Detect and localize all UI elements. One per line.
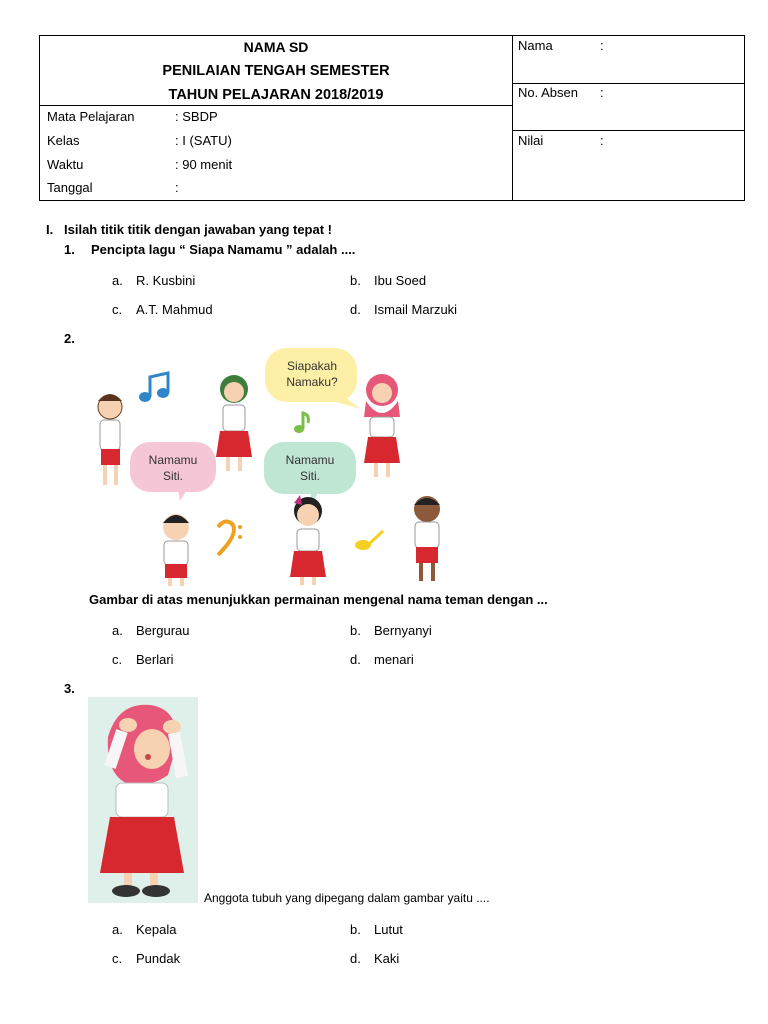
q3-option-b: b. Lutut (350, 922, 403, 937)
svg-text:Siti.: Siti. (162, 469, 184, 483)
q2-number: 2. (64, 331, 75, 346)
q1-option-d: d. Ismail Marzuki (350, 302, 458, 317)
child-boy-right (414, 496, 440, 581)
svg-text:Namamu: Namamu (148, 453, 198, 467)
score-colon: : (600, 133, 604, 148)
q2-text: Gambar di atas menunjukkan permainan mengenal nama teman dengan ... (89, 592, 548, 607)
q1-text: Pencipta lagu “ Siapa Namamu ” adalah .... (91, 242, 356, 257)
speech-bubble-mid (264, 442, 356, 503)
date-label: Tanggal (47, 180, 93, 195)
q2-option-c: c. Berlari (112, 652, 174, 667)
date-value: : (175, 180, 179, 195)
q2-option-d: d. menari (350, 652, 414, 667)
music-note-icon (139, 373, 169, 402)
speech-bubble-top (265, 348, 360, 409)
school-name: NAMA SD (243, 39, 309, 55)
q3-option-c: c. Pundak (112, 951, 181, 966)
score-label: Nilai (518, 133, 544, 148)
q1-option-a: a. R. Kusbini (112, 273, 196, 288)
q2-option-a: a. Bergurau (112, 623, 190, 638)
q3-option-a: a. Kepala (112, 922, 177, 937)
absen-label: No. Absen (518, 85, 578, 100)
subject-value: : SBDP (175, 109, 218, 124)
child-girl-siti (290, 495, 326, 585)
child-girl-hijab-green (216, 375, 252, 471)
class-value: : I (SATU) (175, 133, 232, 148)
music-note-icon (355, 531, 383, 550)
header-table (39, 35, 745, 201)
q3-illustration (88, 697, 198, 903)
academic-year: TAHUN PELAJARAN 2018/2019 (168, 87, 384, 103)
name-colon: : (600, 38, 604, 53)
bubble-top-text-2: Namaku? (286, 375, 338, 389)
name-label: Nama (518, 38, 553, 53)
child-boy-left (98, 394, 122, 485)
exam-title: PENILAIAN TENGAH SEMESTER (162, 63, 390, 79)
child-girl-hijab-pink (364, 374, 400, 477)
svg-text:Siti.: Siti. (299, 469, 321, 483)
q3-text: Anggota tubuh yang dipegang dalam gambar yaitu .... (204, 891, 490, 905)
q1-number: 1. (64, 242, 75, 257)
bass-clef-icon (218, 521, 242, 555)
q2-option-b: b. Bernyanyi (350, 623, 432, 638)
section-instruction: Isilah titik titik dengan jawaban yang tepat ! (64, 222, 332, 237)
svg-text:Namamu: Namamu (285, 453, 335, 467)
time-label: Waktu (47, 157, 84, 172)
section-roman: I. (46, 222, 54, 237)
absen-colon: : (600, 85, 604, 100)
q3-number: 3. (64, 681, 75, 696)
q2-illustration (88, 345, 454, 588)
music-note-icon (294, 413, 308, 433)
bubble-top-text-1: Siapakah (286, 359, 338, 373)
time-value: : 90 menit (175, 157, 233, 172)
q1-option-b: b. Ibu Soed (350, 273, 427, 288)
q1-option-c: c. A.T. Mahmud (112, 302, 213, 317)
q3-option-d: d. Kaki (350, 951, 400, 966)
subject-label: Mata Pelajaran (47, 109, 135, 124)
class-label: Kelas (47, 133, 80, 148)
child-boy-middle (163, 514, 189, 586)
speech-bubble-left (130, 442, 216, 501)
